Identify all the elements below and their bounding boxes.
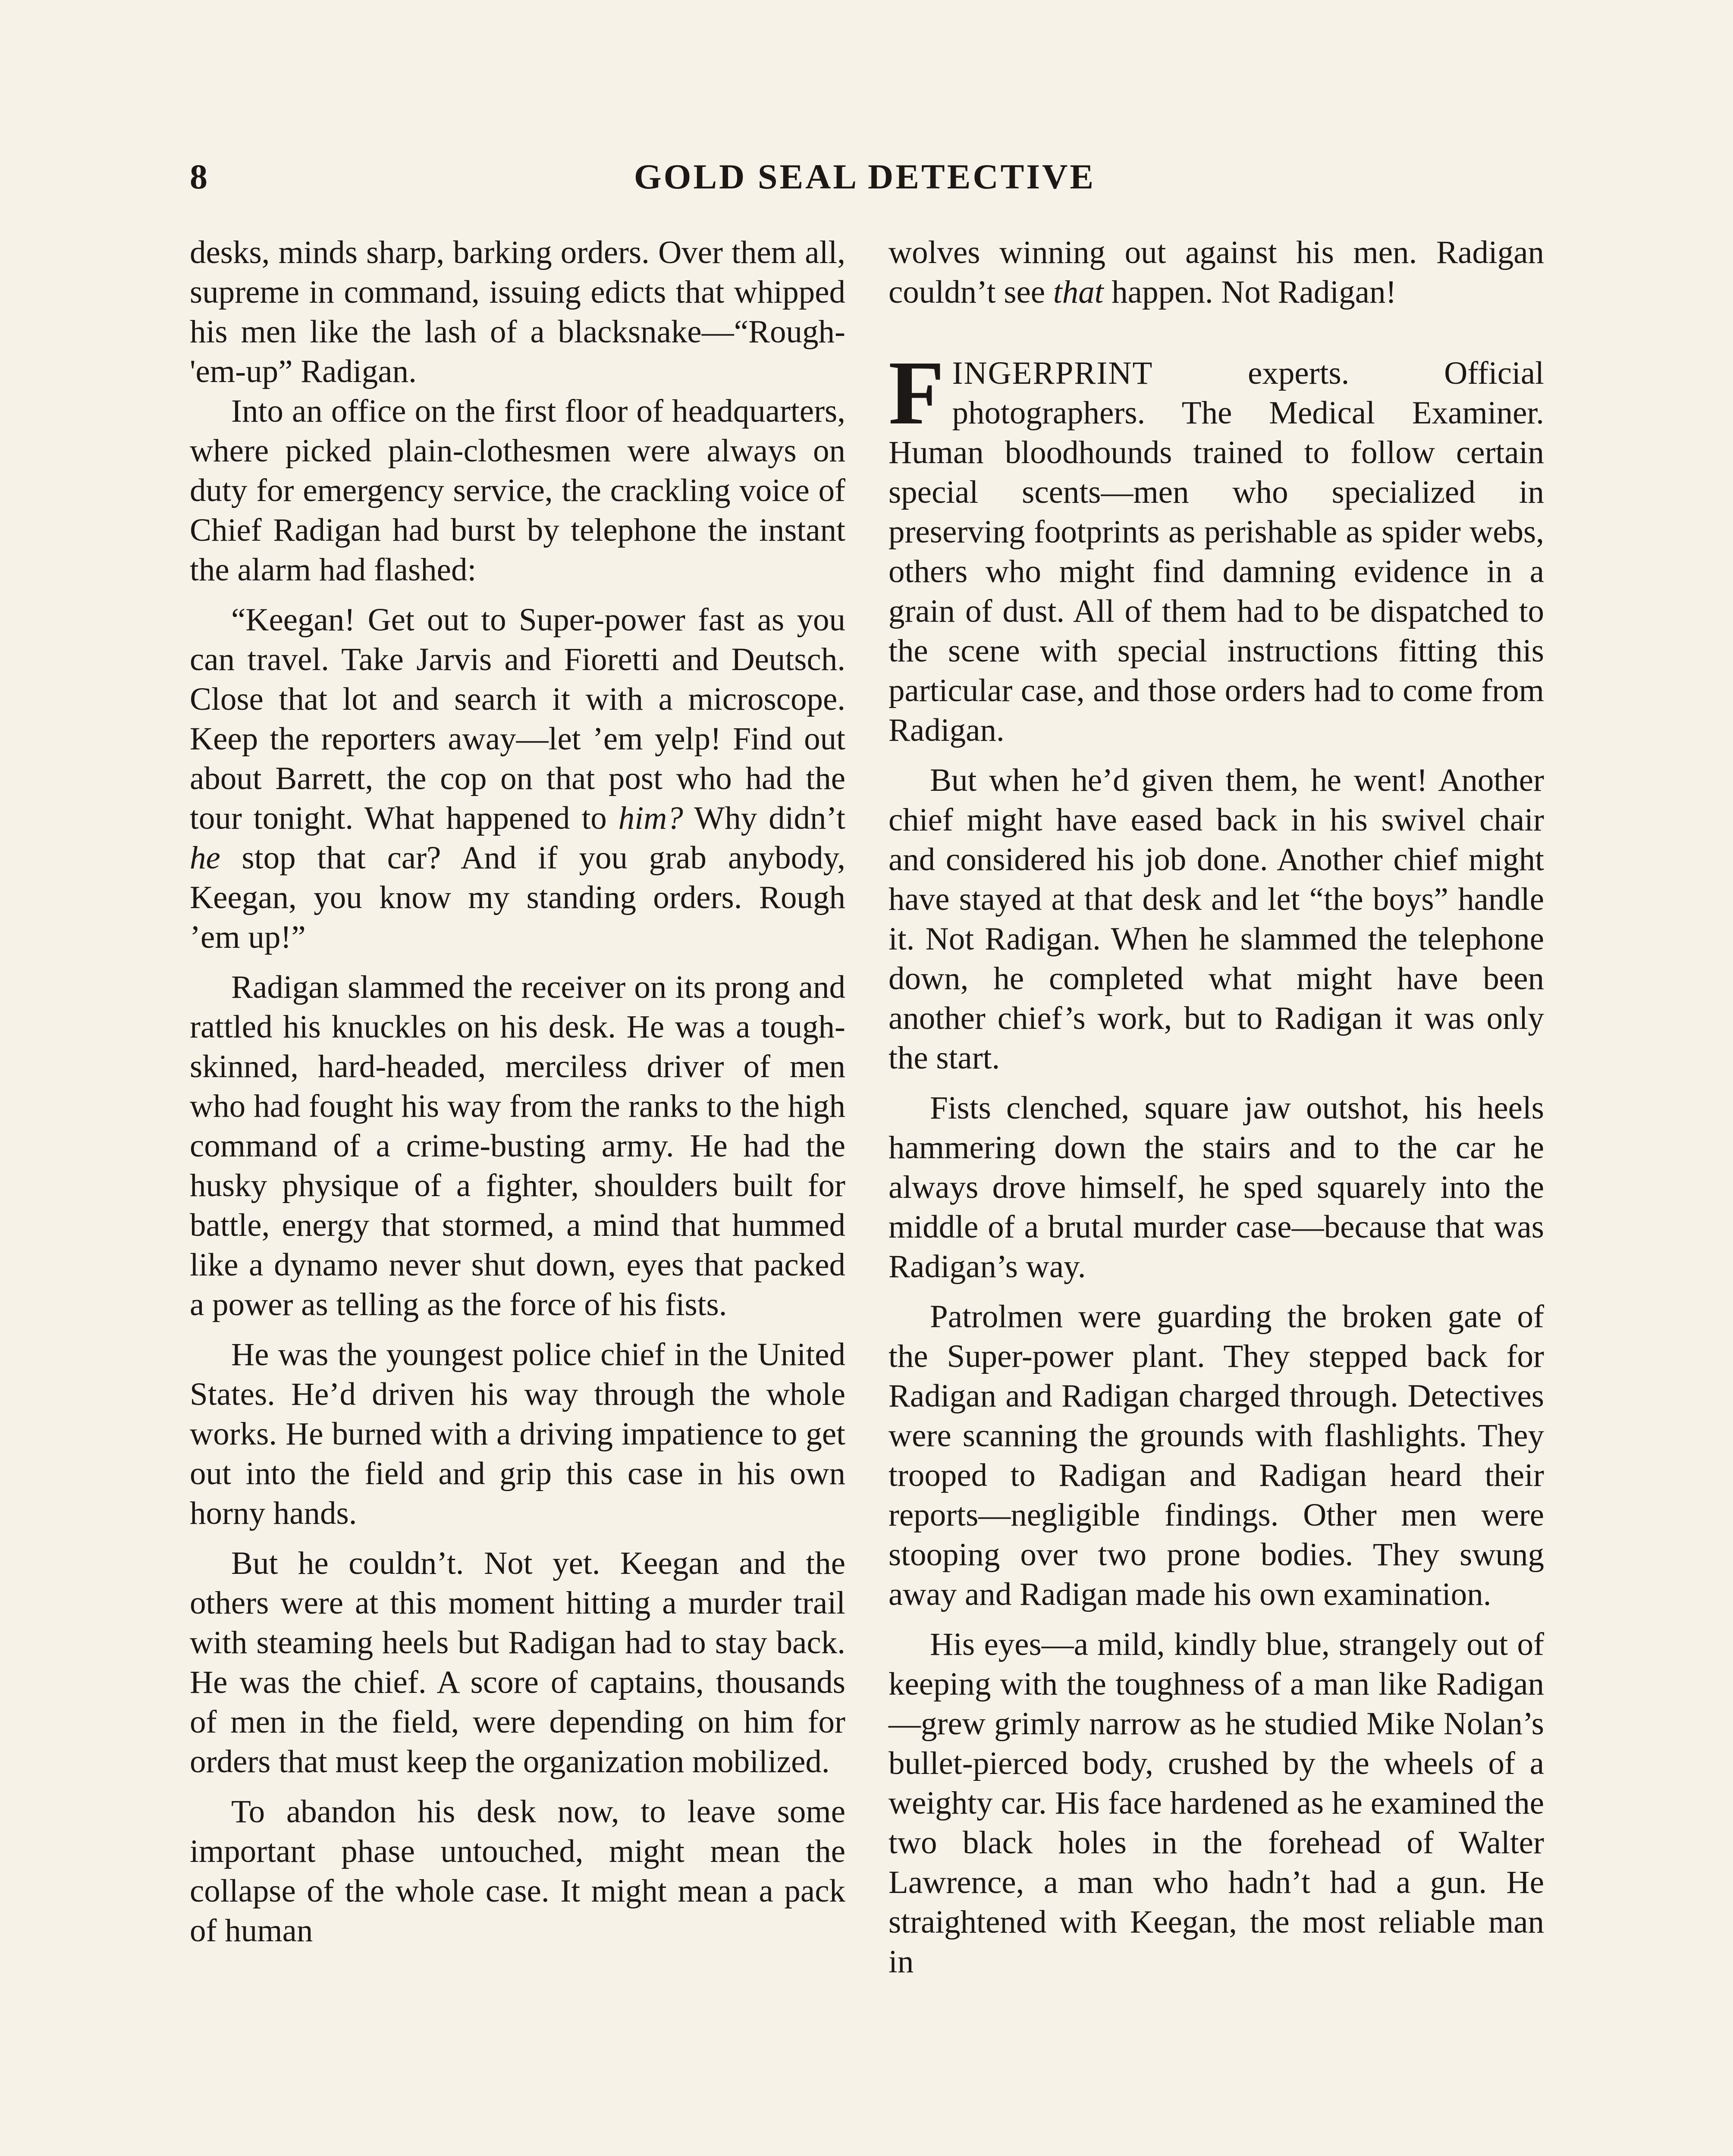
lead-word: INGERPRINT (952, 355, 1153, 391)
emphasis: him? (618, 800, 683, 836)
paragraph (190, 600, 845, 957)
paragraph: desks, minds sharp, barking orders. Over them all, supreme in command, issuing edicts that whipped his men like the lash of a blacksnake—“Rough-'em-up” Radigan. (190, 235, 845, 389)
paragraph: Fists clenched, square jaw outshot, his heels hammering down the stairs and to the car he always drove himself, he sped squarely into the middle of a brutal murder case—because that was Radigan’s way. (888, 1090, 1544, 1285)
text-run: wolves winning out against his men. Radigan couldn’t see (888, 235, 1544, 310)
section-opening-paragraph (888, 342, 1544, 750)
text-run: happen. Not Radigan! (1103, 274, 1397, 310)
drop-cap: F (888, 342, 945, 443)
paragraph: Into an office on the first floor of headquarters, where picked plain-clothesmen were always on duty for emergency service, the crackling voice of Chief Radigan had burst by telephone the instant the alarm had flashed: (190, 393, 845, 588)
page-header (190, 151, 1540, 211)
paragraph: He was the youngest police chief in the United States. He’d driven his way through the whole works. He burned with a driving impatience to get out into the field and grip this case in his own horny hands. (190, 1337, 845, 1531)
text-run: stop that car? And if you grab anybody, Keegan, you know my standing orders. Rough ’em up!” (190, 840, 845, 955)
paragraph: Radigan slammed the receiver on its prong and rattled his knuckles on his desk. He was a tough-skinned, hard-headed, merciless driver of men who had fought his way from the ranks to the high command of a crime-busting army. He had the husky physique of a fighter, shoulders built for battle, energy that stormed, a mind that hummed like a dynamo never shut down, eyes that packed a power as telling as the force of his fists. (190, 969, 845, 1322)
text-run: “Keegan! Get out to Super-power fast as you can travel. Take Jarvis and Fioretti and Deutsch. Close that lot and search it with a microscope. Keep the reporters away—let ’em yelp! Find out about Barrett, the cop on that post who had the tour tonight. What happened to (190, 602, 845, 836)
paragraph: To abandon his desk now, to leave some important phase untouched, might mean the collapse of the whole case. It might mean a pack of human (190, 1794, 845, 1949)
emphasis: that (1053, 274, 1104, 310)
paragraph (888, 233, 1544, 312)
paragraph: But he couldn’t. Not yet. Keegan and the others were at this moment hitting a murder trail with steaming heels but Radigan had to stay back. He was the chief. A score of captains, thousands of men in the field, were depending on him for orders that must keep the organization mobilized. (190, 1545, 845, 1780)
paragraph: His eyes—a mild, kindly blue, strangely out of keeping with the toughness of a man like Radigan—grew grimly narrow as he studied Mike Nolan’s bullet-pierced body, crushed by the wheels of a weighty car. His face hardened as he examined the two black holes in the forehead of Walter Lawrence, a man who hadn’t had a gun. He straightened with Keegan, the most reliable man in (888, 1626, 1544, 1980)
text-run: experts. Official photographers. The Medical Examiner. Human bloodhounds trained to follow certain special scents—men who specialized in preserving footprints as perishable as spider webs, others who might find damning evidence in a grain of dust. All of them had to be dispatched to the scene with special instructions fitting this particular case, and those orders had to come from Radigan. (888, 355, 1544, 748)
paragraph: But when he’d given them, he went! Another chief might have eased back in his swivel chair and considered his job done. Another chief might have stayed at that desk and let “the boys” handle it. Not Radigan. When he slammed the telephone down, he completed what might have been another chief’s work, but to Radigan it was only the start. (888, 762, 1544, 1076)
left-column (190, 233, 845, 1951)
running-title: GOLD SEAL DETECTIVE (634, 157, 1096, 196)
paragraph: Patrolmen were guarding the broken gate of the Super-power plant. They stepped back for Radigan and Radigan charged through. Detectives were scanning the grounds with flashlights. They trooped to Radigan and Radigan heard their reports—negligible findings. Other men were stooping over two prone bodies. They swung away and Radigan made his own examination. (888, 1299, 1544, 1612)
right-column (888, 233, 1544, 1982)
text-run: Why didn’t (683, 800, 846, 836)
emphasis: he (190, 840, 220, 876)
page-number: 8 (190, 157, 207, 196)
